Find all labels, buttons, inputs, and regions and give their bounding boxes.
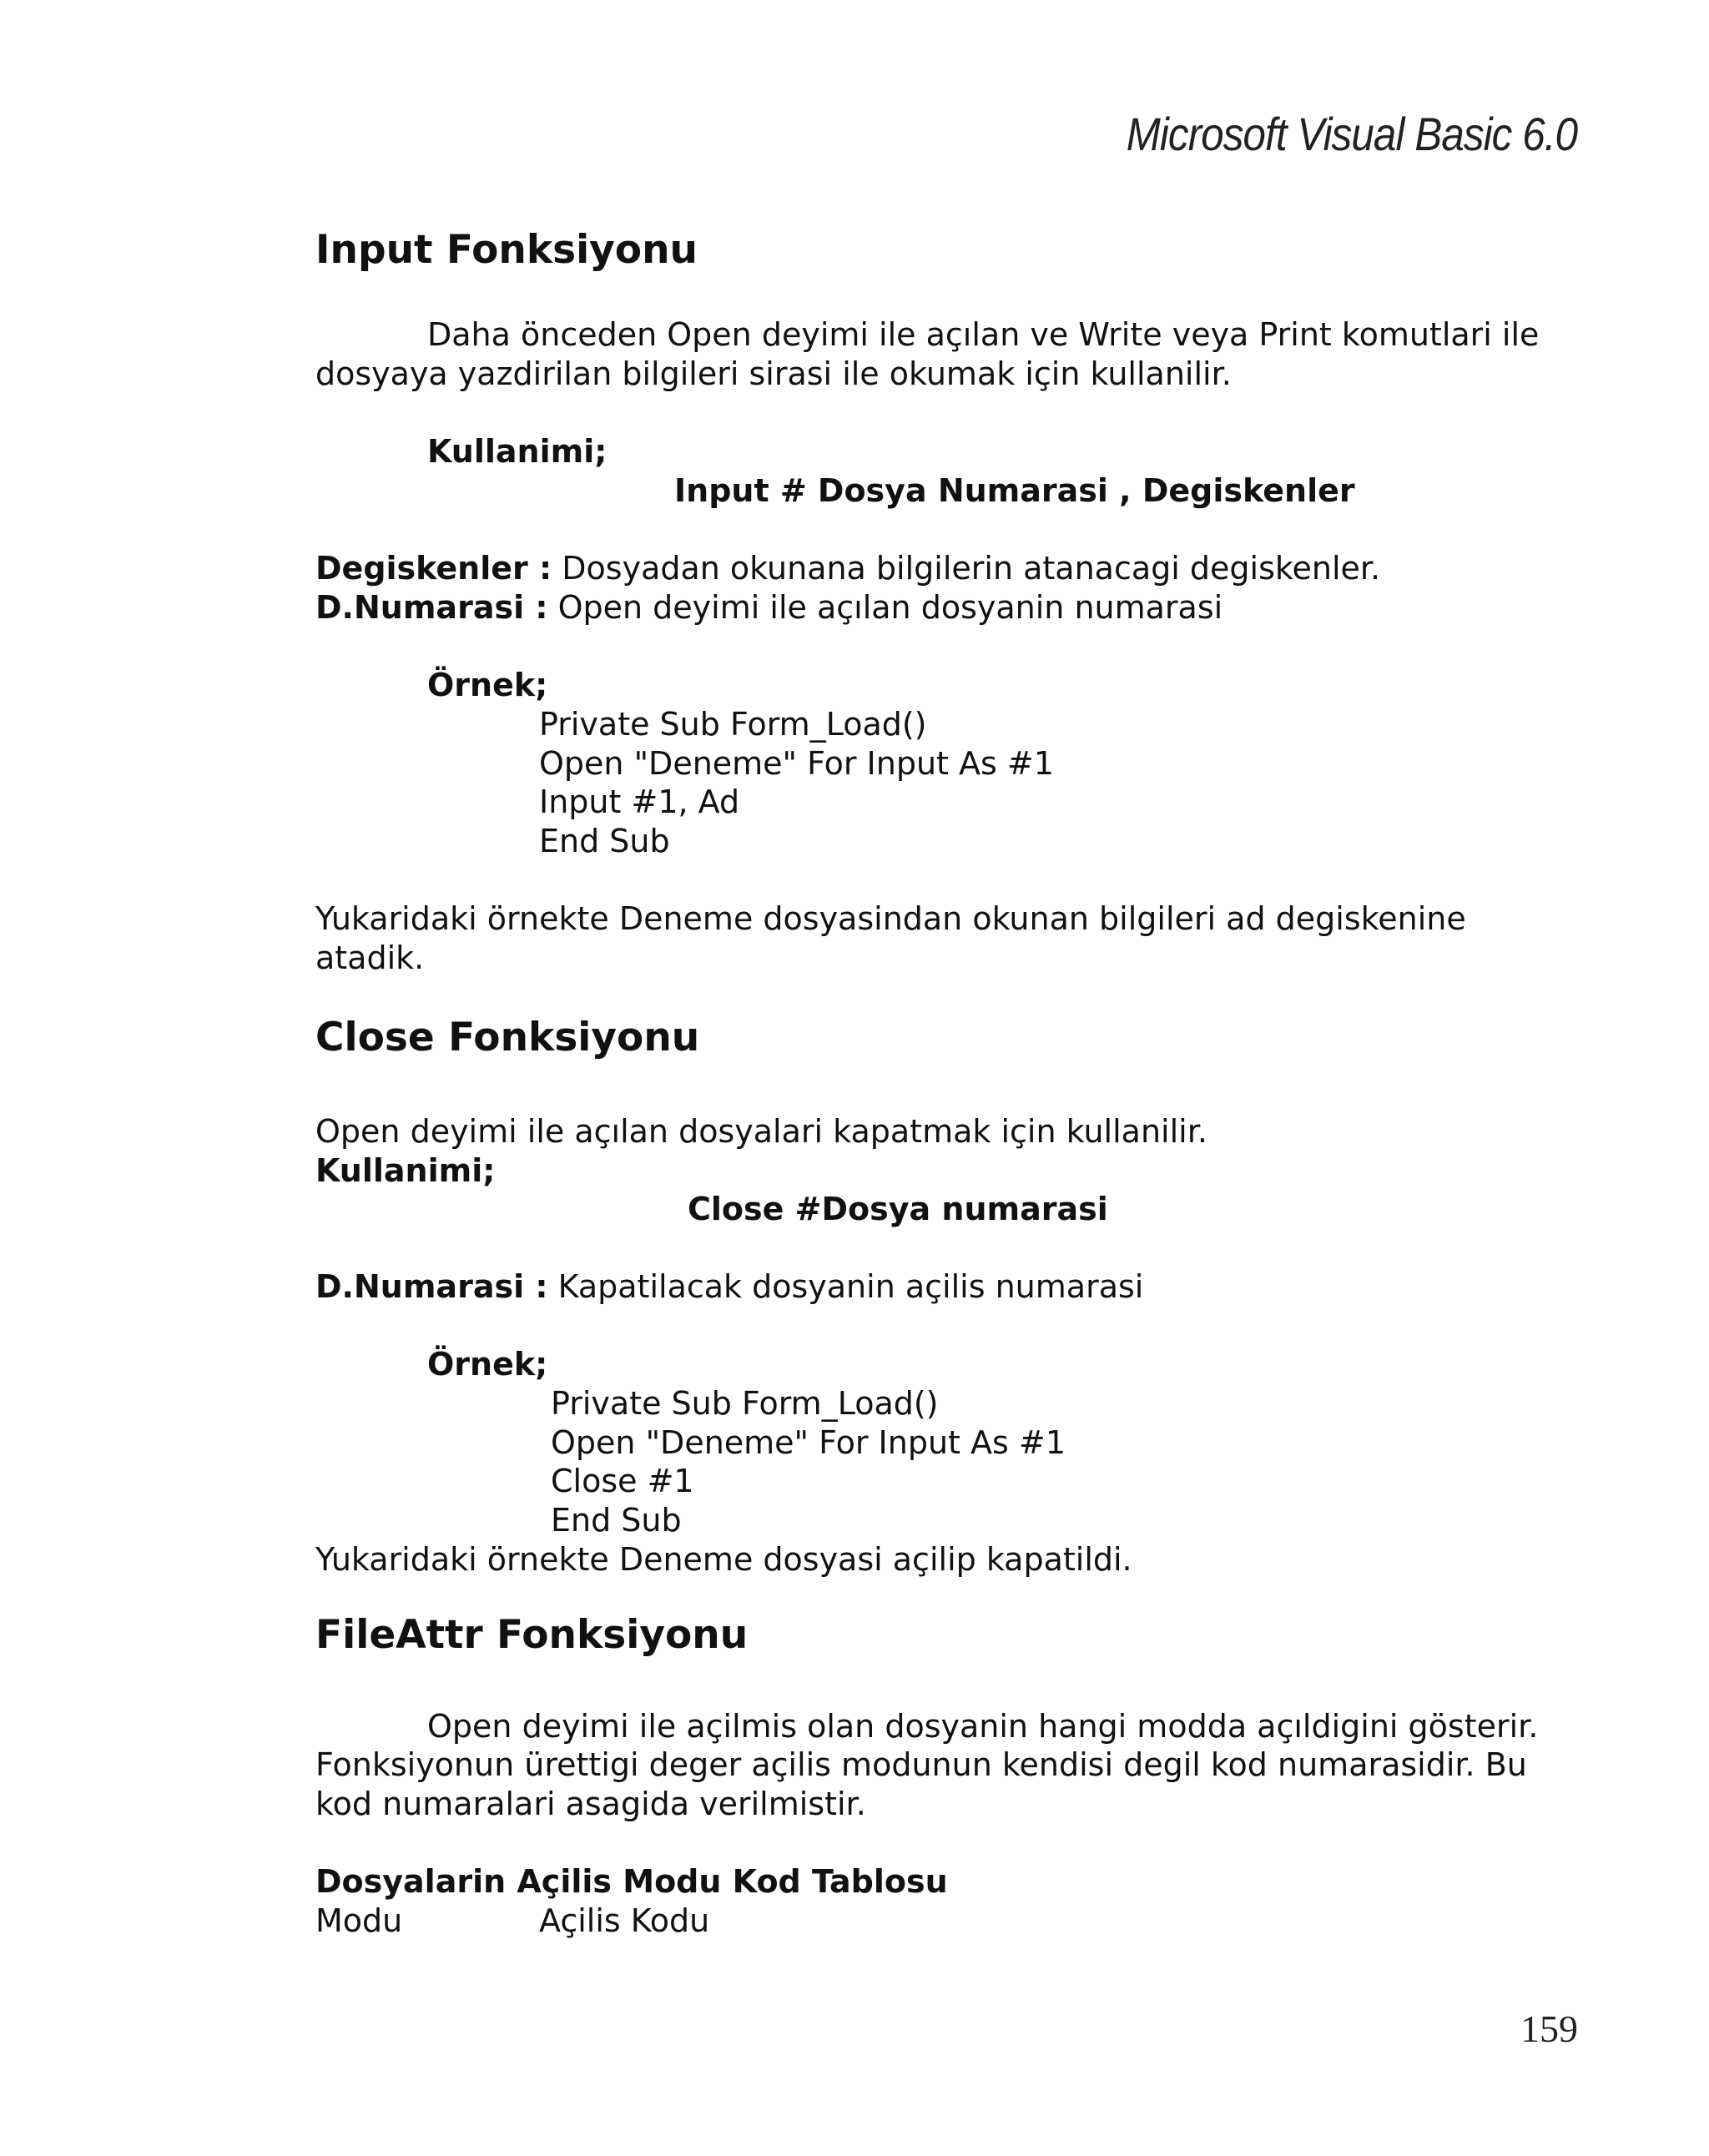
code-line: Input #1, Ad [539, 783, 740, 820]
close-result: Yukaridaki örnekte Deneme dosyasi açilip kapatildi. [315, 1541, 1132, 1578]
code-line: End Sub [551, 1502, 682, 1539]
code-line: Private Sub Form_Load() [539, 706, 927, 743]
input-result-line2: atadik. [315, 939, 425, 976]
close-example-label: Örnek; [427, 1346, 548, 1383]
input-param-dnumarasi [315, 588, 1223, 627]
table-header-code: Açilis Kodu [539, 1902, 710, 1939]
code-line: Open "Deneme" For Input As #1 [539, 745, 1054, 782]
close-description: Open deyimi ile açılan dosyalari kapatmak için kullanilir. [315, 1113, 1207, 1150]
input-description-line1: Daha önceden Open deyimi ile açılan ve Write veya Print komutlari ile [427, 316, 1540, 353]
input-usage-label: Kullanimi; [427, 433, 607, 470]
input-example-label: Örnek; [427, 667, 548, 703]
input-syntax: Input # Dosya Numarasi , Degiskenler [674, 472, 1355, 509]
param-text: Kapatilacak dosyanin açilis numarasi [547, 1268, 1144, 1305]
input-param-degiskenler [315, 549, 1380, 588]
code-line: Private Sub Form_Load() [551, 1385, 939, 1422]
code-line: Open "Deneme" For Input As #1 [551, 1424, 1066, 1461]
param-text: Dosyadan okunana bilgilerin atanacagi degiskenler. [552, 550, 1381, 587]
close-usage-label: Kullanimi; [315, 1152, 496, 1189]
input-result-line1: Yukaridaki örnekte Deneme dosyasindan okunan bilgileri ad degiskenine [315, 900, 1466, 937]
page-number: 159 [1520, 2007, 1578, 2050]
param-label: D.Numarasi : [315, 1268, 548, 1305]
param-label: Degiskenler : [315, 550, 552, 587]
close-param-dnumarasi [315, 1267, 1143, 1307]
fileattr-description-line3: kod numaralari asagida verilmistir. [315, 1786, 866, 1822]
table-header-mode: Modu [315, 1902, 403, 1939]
book-title: Microsoft Visual Basic 6.0 [1126, 108, 1577, 160]
param-text: Open deyimi ile açılan dosyanin numarasi [547, 589, 1223, 626]
close-syntax: Close #Dosya numarasi [688, 1191, 1108, 1227]
section-title-fileattr: FileAttr Fonksiyonu [315, 1612, 749, 1658]
code-line: Close #1 [551, 1463, 694, 1499]
section-title-input: Input Fonksiyonu [315, 227, 698, 273]
input-description-line2: dosyaya yazdirilan bilgileri sirasi ile okumak için kullanilir. [315, 355, 1232, 392]
fileattr-description-line2: Fonksiyonun ürettigi deger açilis modunun kendisi degil kod numarasidir. Bu [315, 1746, 1527, 1783]
param-label: D.Numarasi : [315, 589, 548, 626]
section-title-close: Close Fonksiyonu [315, 1015, 700, 1060]
code-line: End Sub [539, 823, 670, 859]
fileattr-description-line1: Open deyimi ile açilmis olan dosyanin hangi modda açıldigini gösterir. [427, 1708, 1539, 1745]
code-table-title: Dosyalarin Açilis Modu Kod Tablosu [315, 1863, 948, 1900]
